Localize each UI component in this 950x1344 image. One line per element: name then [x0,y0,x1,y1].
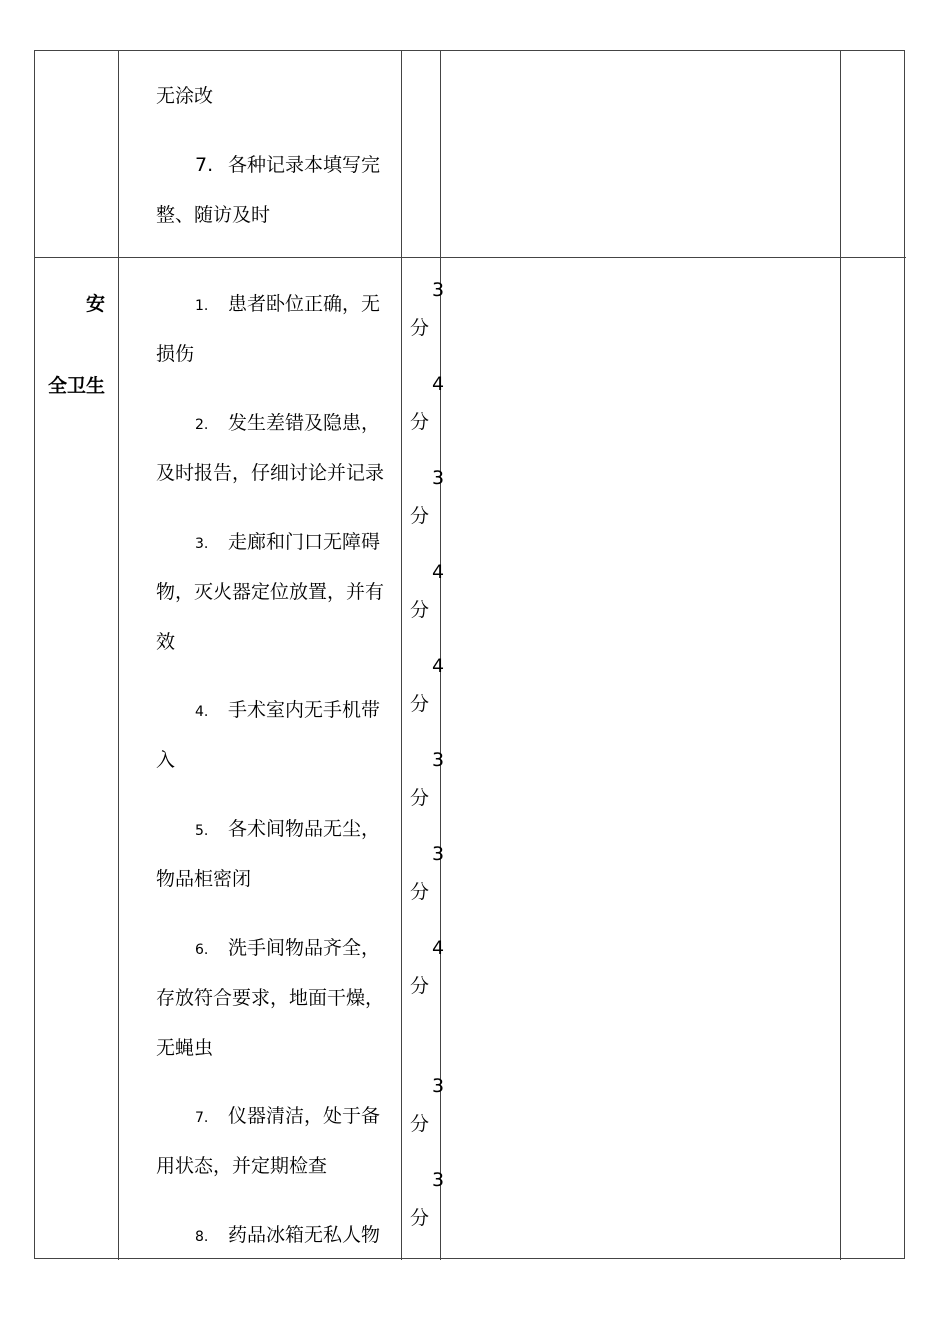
item-number: 8. [195,1229,209,1245]
item-text: 入 [156,749,176,771]
score-unit: 分 [410,317,430,339]
score-value: 4 [432,373,445,395]
row-divider [34,257,906,258]
item-text: 走廊和门口无障碍 [228,531,381,553]
score-value: 3 [432,1169,445,1191]
score-value: 3 [432,843,445,865]
category-label: 全卫生 [48,375,106,397]
score-unit: 分 [410,411,430,433]
score-unit: 分 [410,1207,430,1229]
score-unit: 分 [410,881,430,903]
item-text: 手术室内无手机带 [228,699,381,721]
requirement-text: 无涂改 [156,85,214,107]
score-unit: 分 [410,975,430,997]
column-divider [118,50,119,1260]
score-value: 3 [432,749,445,771]
column-divider [840,50,841,1260]
requirement-text: 各种记录本填写完 [228,154,381,176]
item-number: 5. [195,823,209,839]
item-number: 2. [195,417,209,433]
score-value: 3 [432,1075,445,1097]
item-text: 各术间物品无尘， [228,818,381,840]
item-number: 7. [195,154,214,176]
item-text: 物品柜密闭 [156,868,252,890]
score-value: 4 [432,561,445,583]
item-number: 1. [195,298,209,314]
item-text: 无蝇虫 [156,1037,214,1059]
item-number: 4. [195,704,209,720]
score-value: 4 [432,655,445,677]
item-text: 效 [156,631,176,653]
item-number: 6. [195,942,209,958]
score-value: 4 [432,937,445,959]
item-text: 洗手间物品齐全， [228,937,381,959]
category-label: 安 [86,293,106,315]
requirement-text: 整、随访及时 [156,204,271,226]
score-unit: 分 [410,787,430,809]
item-number: 7. [195,1110,209,1126]
item-text: 用状态，并定期检查 [156,1155,328,1177]
column-divider [401,50,402,1260]
item-number: 3. [195,536,209,552]
table-border [34,50,905,1259]
score-unit: 分 [410,505,430,527]
item-text: 患者卧位正确，无 [228,293,381,315]
item-text: 仪器清洁，处于备 [228,1105,381,1127]
item-text: 物，灭火器定位放置，并有 [156,581,385,603]
score-value: 3 [432,279,445,301]
score-unit: 分 [410,693,430,715]
item-text: 药品冰箱无私人物 [228,1224,381,1246]
item-text: 及时报告，仔细讨论并记录 [156,462,385,484]
score-value: 3 [432,467,445,489]
score-unit: 分 [410,599,430,621]
score-unit: 分 [410,1113,430,1135]
item-text: 存放符合要求，地面干燥， [156,987,385,1009]
item-text: 发生差错及隐患， [228,412,381,434]
item-text: 损伤 [156,343,195,365]
